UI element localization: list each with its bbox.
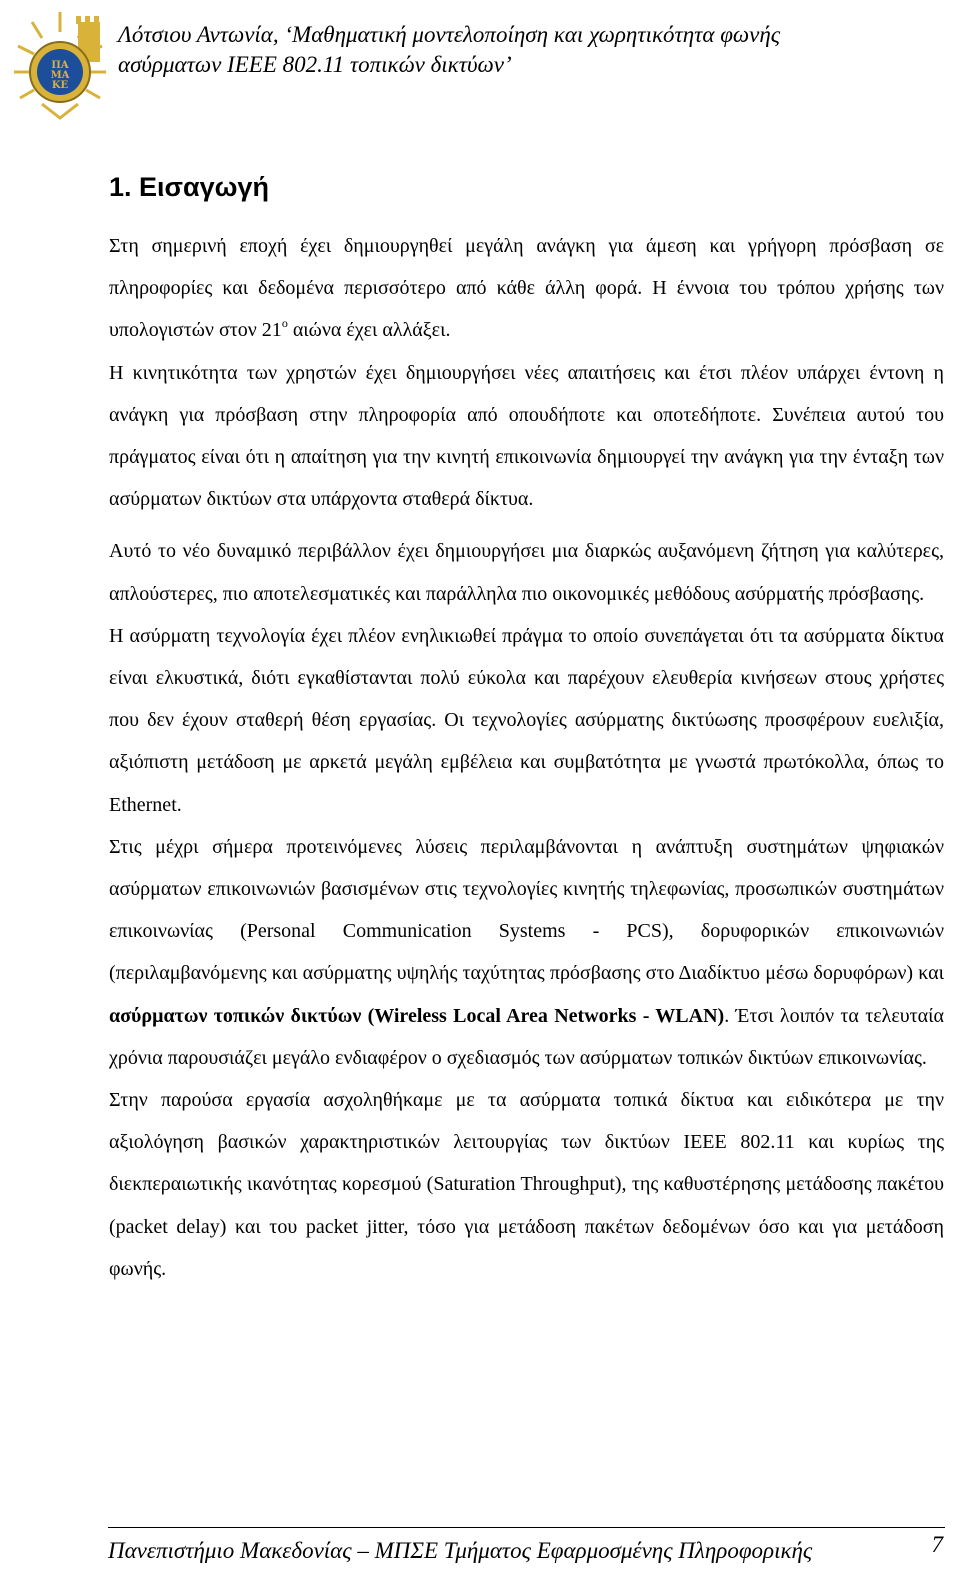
logo-letters-bottom: ΚΕ [51,80,69,91]
university-emblem-logo [12,8,108,120]
page-number: 7 [931,1532,943,1557]
paragraph-wireless-technology: Η ασύρματη τεχνολογία έχει πλέον ενηλικιωθεί πράγμα το οποίο συνεπάγεται ότι τα ασύρματα δίκτυα είναι ελκυστικά, διότι εγκαθίστανται πολύ εύκολα και παρέχουν ελευθερία κινήσεων στους χρήστες που δεν έχουν σταθερή θέση εργασίας. Οι τεχνολογίες ασύρματης δικτύωσης προσφέρουν ευελιξία, αξιόπιστη μετάδοση με αρκετά μεγάλη εμβέλεια και συμβατότητα με γνωστά πρωτόκολλα, όπως το Ethernet. [109,624,944,816]
paragraph-intro-text-end: αιώνα έχει αλλάξει. [287,319,451,342]
ordinal-superscript: ο [281,316,288,331]
paragraph-this-work: Στην παρούσα εργασία ασχοληθήκαμε με τα ασύρματα τοπικά δίκτυα και ειδικότερα με την αξιολόγηση βασικών χαρακτηριστικών λειτουργίας των δικτύων IEEE 802.11 και κυρίως της διεκπεραιωτικής ικανότητας κορεσμού (Saturation Throughput), της καθυστέρησης μετάδοσης πακέτου (packet delay) και του packet jitter, τόσο για μετάδοση πακέτων δεδομένων όσο και για μετάδοση φωνής. [109,1089,944,1280]
paragraph-mobility: Η κινητικότητα των χρηστών έχει δημιουργήσει νέες απαιτήσεις και έτσι πλέον υπάρχει έντονη η ανάγκη για πρόσβαση στην πληροφορία από οπουδήποτε και οποτεδήποτε. Συνέπεια αυτού του πράγματος είναι ότι η απαίτηση για την κινητή επικοινωνία δημιουργεί την ανάγκη για την ένταξη των ασύρματων δικτύων στα υπάρχοντα σταθερά δίκτυα. [109,361,944,511]
footer-text: Πανεπιστήμιο Μακεδονίας – ΜΠΣΕ Τμήματος Εφαρμοσμένης Πληροφορικής [108,1538,813,1563]
document-body [109,225,944,1290]
footer-divider [108,1527,945,1528]
paragraph-solutions-text: Στις μέχρι σήμερα προτεινόμενες λύσεις περιλαμβάνονται η ανάπτυξη συστημάτων ψηφιακών ασύρματων επικοινωνιών βασισμένων στις τεχνολογίες κινητής τηλεφωνίας, προσωπικών συστημάτων επικοινωνίας (Personal Communication Systems - PCS), δορυφορικών επικοινωνιών (περιλαμβανόμενης και ασύρματης υψηλής ταχύτητας πρόσβασης στο Διαδίκτυο μέσω δορυφόρων) και [109,835,944,985]
wlan-emphasis: ασύρματων τοπικών δικτύων (Wireless Local Area Networks - WLAN) [109,1004,725,1027]
paragraph-proposed-solutions [109,826,944,1079]
logo-letters-top: ΠΑ [51,60,69,71]
paragraph-solutions-text-end: . Έτσι λοιπόν τα τελευταία χρόνια παρουσιάζει μεγάλο ενδιαφέρον ο σχεδιασμός των ασύρματων τοπικών δικτύων επικοινωνίας. [109,1004,944,1069]
paragraph-intro-text: Στη σημερινή εποχή έχει δημιουργηθεί μεγάλη ανάγκη για άμεση και γρήγορη πρόσβαση σε πληροφορίες και δεδομένα περισσότερο από κάθε άλλη φορά. Η έννοια του τρόπου χρήσης των υπολογιστών στον 21 [109,235,944,342]
paragraph-demand: Αυτό το νέο δυναμικό περιβάλλον έχει δημιουργήσει μια διαρκώς αυξανόμενη ζήτηση για καλύτερες, απλούστερες, πιο αποτελεσματικές και παράλληλα πιο οικονομικές μεθόδους ασύρματής πρόσβασης. [109,540,944,605]
header-line-1: Λότσιου Αντωνία, ‘Μαθηματική μοντελοποίηση και χωρητικότητα φωνής [118,22,781,47]
running-header [118,20,780,80]
paragraph-intro [109,225,944,352]
section-title: 1. Εισαγωγή [109,172,269,202]
header-line-2: ασύρματων ΙΕΕΕ 802.11 τοπικών δικτύων’ [118,52,512,77]
logo-letters-middle: ΜΑ [50,70,70,81]
